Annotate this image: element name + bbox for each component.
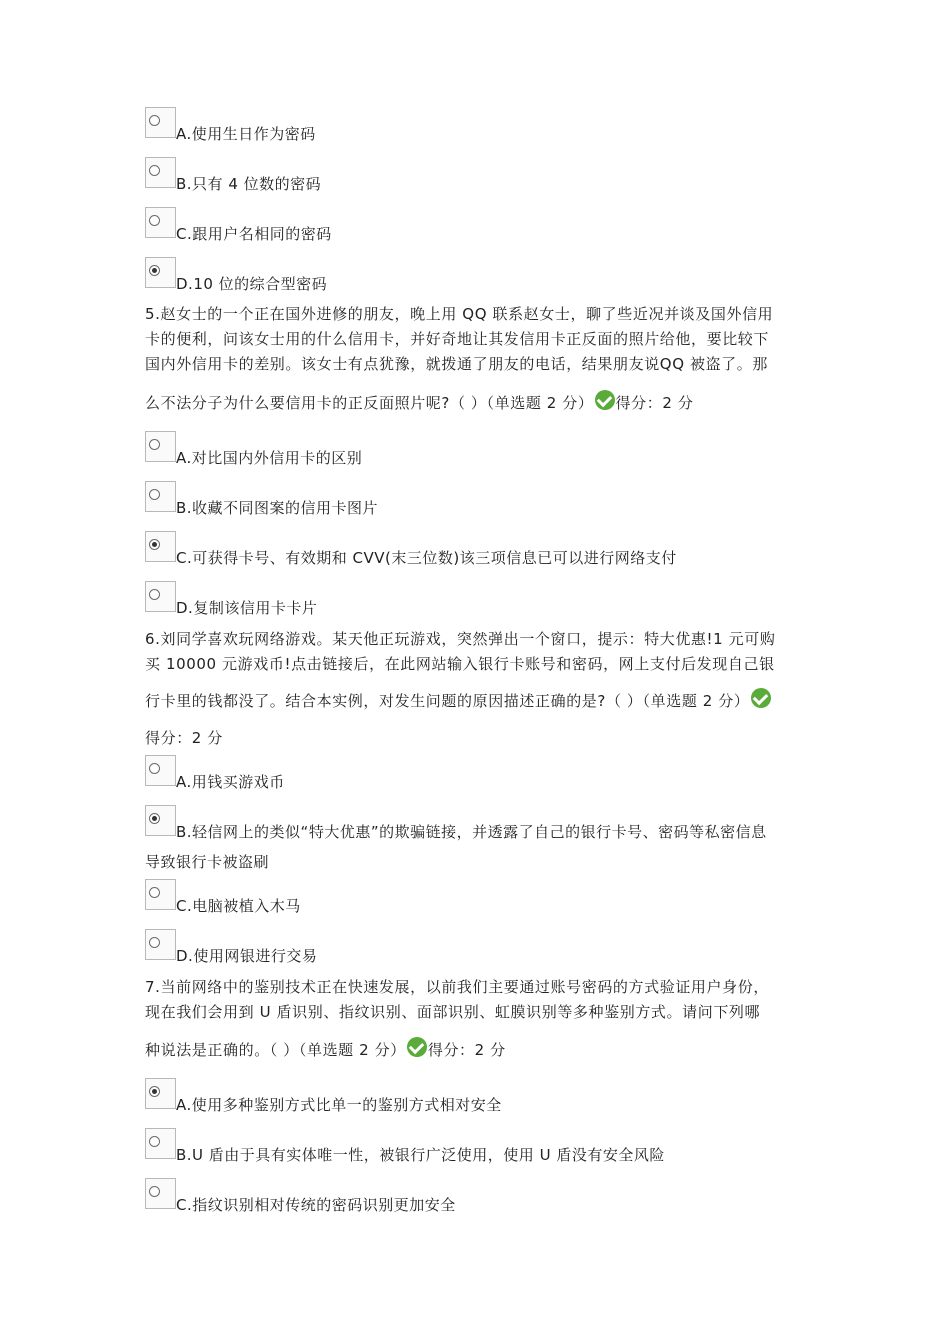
option-label: A.使用多种鉴别方式比单一的鉴别方式相对安全: [176, 1096, 502, 1114]
q7-option-b[interactable]: [145, 1128, 845, 1168]
option-label: C.跟用户名相同的密码: [176, 225, 332, 243]
correct-check-icon: [595, 390, 615, 410]
question-6-prompt: 行卡里的钱都没了。结合本实例，对发生问题的原因描述正确的是?（ ）（单选题 2 分）: [145, 692, 750, 710]
option-label: A.使用生日作为密码: [176, 125, 316, 143]
radio-button-selected[interactable]: [149, 539, 160, 550]
q4-option-b[interactable]: [145, 157, 845, 197]
question-5-text-line-2: 卡的便利，问该女士用的什么信用卡，并好奇地让其发信用卡正反面的照片给他，要比较下: [145, 330, 770, 348]
option-label-continued: 导致银行卡被盗刷: [145, 853, 270, 871]
radio-button-frame: [145, 531, 176, 562]
question-5-text-line-1: 5.赵女士的一个正在国外进修的朋友，晚上用 QQ 联系赵女士，聊了些近况并谈及国外信用: [145, 305, 774, 323]
radio-button[interactable]: [149, 1136, 160, 1147]
radio-button-frame: [145, 157, 176, 188]
question-6-score: 得分：2 分: [145, 729, 223, 747]
radio-button[interactable]: [149, 115, 160, 126]
radio-button[interactable]: [149, 937, 160, 948]
option-label: D.10 位的综合型密码: [176, 275, 328, 293]
radio-button-frame: [145, 1128, 176, 1159]
radio-button[interactable]: [149, 589, 160, 600]
option-label: D.复制该信用卡卡片: [176, 599, 318, 617]
radio-button-frame: [145, 1178, 176, 1209]
option-label: D.使用网银进行交易: [176, 947, 318, 965]
correct-check-icon: [407, 1037, 427, 1057]
q7-option-a[interactable]: [145, 1078, 845, 1118]
q6-option-a[interactable]: [145, 755, 845, 795]
question-7-score: 得分：2 分: [427, 1041, 506, 1059]
radio-button-frame: [145, 107, 176, 138]
radio-button-selected[interactable]: [149, 813, 160, 824]
option-label: A.对比国内外信用卡的区别: [176, 449, 363, 467]
radio-button-frame: [145, 929, 176, 960]
question-5-prompt: 么不法分子为什么要信用卡的正反面照片呢?（ ）（单选题 2 分）: [145, 394, 594, 412]
option-label: C.电脑被植入木马: [176, 897, 301, 915]
q4-option-a[interactable]: [145, 107, 845, 147]
option-label: A.用钱买游戏币: [176, 773, 285, 791]
question-5-text-line-4: [145, 390, 693, 413]
question-6-text-line-3: [145, 688, 772, 711]
radio-button[interactable]: [149, 439, 160, 450]
radio-button[interactable]: [149, 165, 160, 176]
radio-button[interactable]: [149, 215, 160, 226]
option-label: B.轻信网上的类似“特大优惠”的欺骗链接，并透露了自己的银行卡号、密码等私密信息: [176, 823, 767, 841]
radio-button-frame: [145, 805, 176, 836]
correct-check-icon: [751, 688, 771, 708]
question-5-score: 得分：2 分: [615, 394, 694, 412]
radio-button-frame: [145, 207, 176, 238]
option-label: B.只有 4 位数的密码: [176, 175, 322, 193]
q6-option-d[interactable]: [145, 929, 845, 969]
option-label: C.指纹识别相对传统的密码识别更加安全: [176, 1196, 456, 1214]
option-label: B.收藏不同图案的信用卡图片: [176, 499, 379, 517]
question-5-text-line-3: 国内外信用卡的差别。该女士有点犹豫，就拨通了朋友的电话，结果朋友说QQ 被盗了。那: [145, 355, 768, 373]
radio-button-frame: [145, 755, 176, 786]
radio-button-frame: [145, 581, 176, 612]
question-7-text-line-2: 现在我们会用到 U 盾识别、指纹识别、面部识别、虹膜识别等多种鉴别方式。请问下列哪: [145, 1003, 761, 1021]
radio-button-frame: [145, 1078, 176, 1109]
radio-button-frame: [145, 431, 176, 462]
q4-option-d[interactable]: [145, 257, 845, 297]
radio-button-frame: [145, 481, 176, 512]
q6-option-c[interactable]: [145, 879, 845, 919]
radio-button-frame: [145, 257, 176, 288]
question-7-text-line-3: [145, 1037, 506, 1060]
radio-button-selected[interactable]: [149, 265, 160, 276]
radio-button[interactable]: [149, 1186, 160, 1197]
radio-button[interactable]: [149, 887, 160, 898]
option-label: C.可获得卡号、有效期和 CVV(末三位数)该三项信息已可以进行网络支付: [176, 549, 677, 567]
q6-option-b[interactable]: [145, 805, 845, 845]
question-7-prompt: 种说法是正确的。（ ）（单选题 2 分）: [145, 1041, 406, 1059]
question-7-text-line-1: 7.当前网络中的鉴别技术正在快速发展，以前我们主要通过账号密码的方式验证用户身份，: [145, 978, 769, 996]
question-6-text-line-1: 6.刘同学喜欢玩网络游戏。某天他正玩游戏，突然弹出一个窗口，提示：特大优惠!1 元可购: [145, 630, 776, 648]
radio-button[interactable]: [149, 489, 160, 500]
q5-option-c[interactable]: [145, 531, 845, 571]
radio-button-selected[interactable]: [149, 1086, 160, 1097]
radio-button-frame: [145, 879, 176, 910]
q5-option-a[interactable]: [145, 431, 845, 471]
q4-option-c[interactable]: [145, 207, 845, 247]
q7-option-c[interactable]: [145, 1178, 845, 1218]
radio-button[interactable]: [149, 763, 160, 774]
q5-option-d[interactable]: [145, 581, 845, 621]
option-label: B.U 盾由于具有实体唯一性，被银行广泛使用，使用 U 盾没有安全风险: [176, 1146, 665, 1164]
q5-option-b[interactable]: [145, 481, 845, 521]
question-6-text-line-2: 买 10000 元游戏币!点击链接后，在此网站输入银行卡账号和密码，网上支付后发现自己银: [145, 655, 775, 673]
